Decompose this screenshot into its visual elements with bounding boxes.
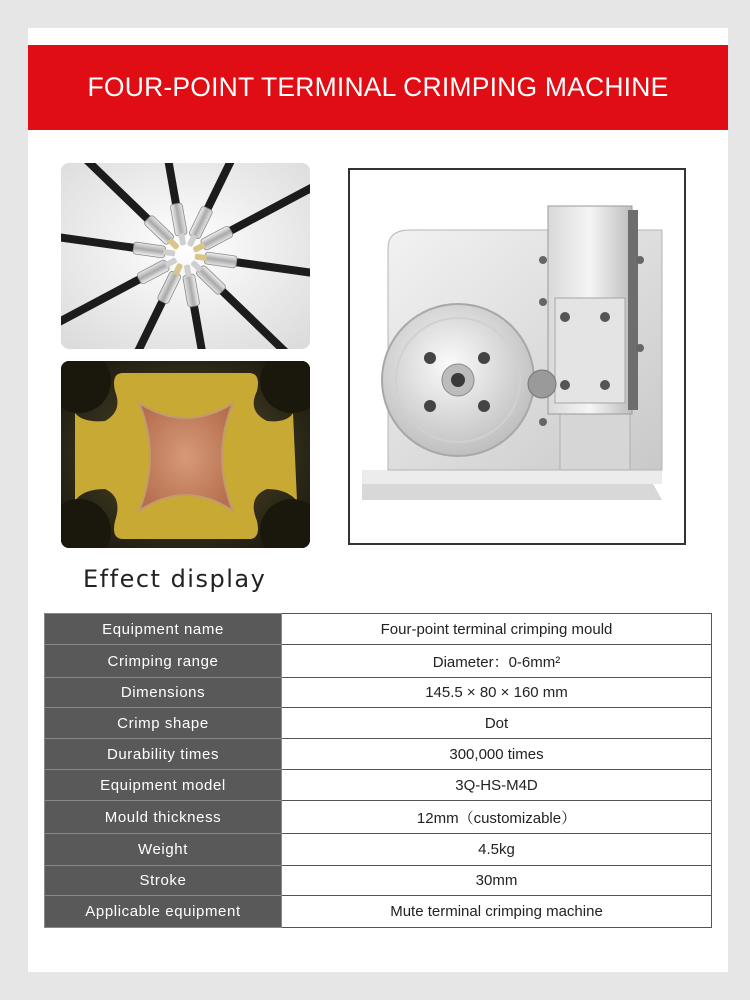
spec-row (45, 708, 712, 739)
crimp-cross-section-photo (61, 361, 310, 548)
spec-value: Four-point terminal crimping mould (282, 614, 712, 645)
crimped-terminals-photo (61, 163, 310, 349)
spec-row (45, 645, 712, 678)
spec-row (45, 801, 712, 834)
spec-value: 3Q-HS-M4D (282, 770, 712, 801)
spec-row (45, 770, 712, 801)
spec-label: Weight (45, 834, 282, 866)
spec-value: 4.5kg (282, 834, 712, 866)
spec-row (45, 866, 712, 896)
spec-value: 145.5 × 80 × 160 mm (282, 678, 712, 708)
spec-row (45, 739, 712, 770)
spec-label: Equipment model (45, 770, 282, 801)
spec-row (45, 834, 712, 866)
spec-value: 300,000 times (282, 739, 712, 770)
spec-value: Dot (282, 708, 712, 739)
spec-value: 30mm (282, 866, 712, 896)
spec-row (45, 614, 712, 645)
spec-row (45, 678, 712, 708)
page-title: FOUR-POINT TERMINAL CRIMPING MACHINE (87, 72, 669, 102)
spec-label: Applicable equipment (45, 896, 282, 928)
title-banner (28, 45, 728, 130)
specifications-table (44, 613, 712, 928)
spec-label: Crimp shape (45, 708, 282, 739)
spec-label: Crimping range (45, 645, 282, 678)
spec-label: Stroke (45, 866, 282, 896)
product-page (28, 28, 728, 972)
spec-value: Diameter：0-6mm² (282, 645, 712, 678)
spec-label: Durability times (45, 739, 282, 770)
spec-value: 12mm（customizable） (282, 801, 712, 834)
crimping-machine-photo (348, 168, 686, 545)
spec-value: Mute terminal crimping machine (282, 896, 712, 928)
effect-display-heading: Effect display (83, 565, 267, 593)
spec-row (45, 896, 712, 928)
spec-label: Mould thickness (45, 801, 282, 834)
spec-label: Equipment name (45, 614, 282, 645)
spec-label: Dimensions (45, 678, 282, 708)
